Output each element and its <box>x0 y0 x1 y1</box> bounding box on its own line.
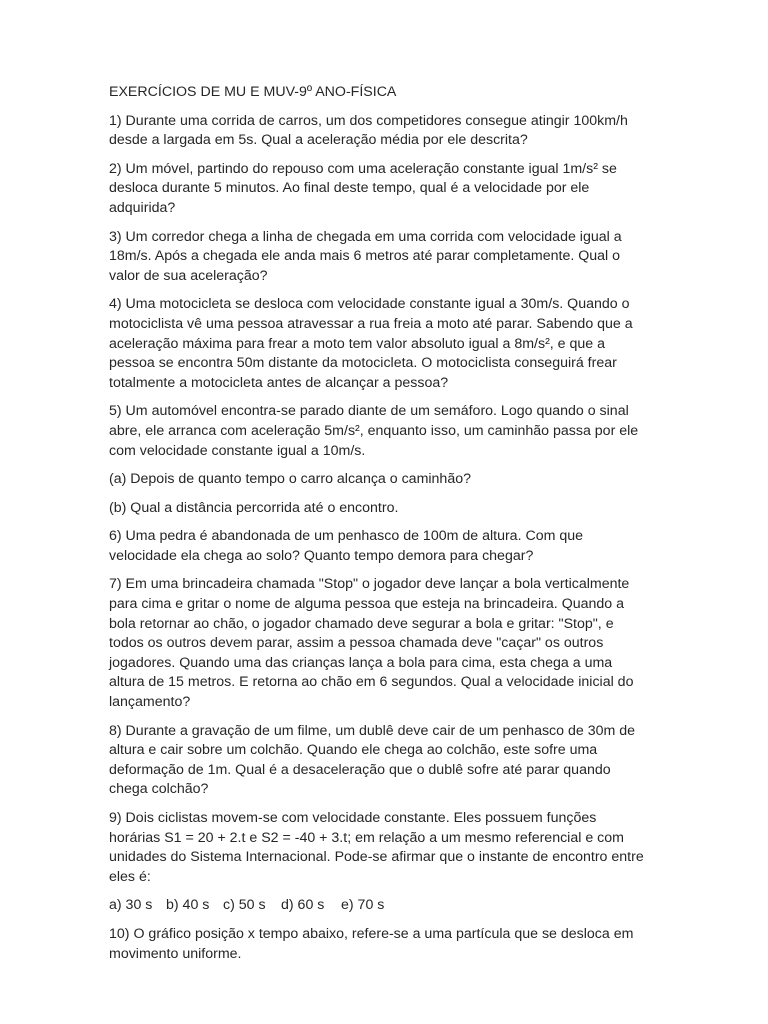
option-c: c) 50 s <box>223 897 266 914</box>
option-d: d) 60 s <box>281 897 325 914</box>
question-8: 8) Durante a gravação de um filme, um dublê deve cair de um penhasco de 30m de altura e cair sobre um colchão. Quando ele chega ao colchão, este sofre uma deformação de 1m. Qual é a desaceleração que o dublê sofre até parar quando chega colchão? <box>109 722 636 798</box>
question-5a: (a) Depois de quanto tempo o carro alcança o caminhão? <box>109 471 471 488</box>
question-5b: (b) Qual a distância percorrida até o encontro. <box>109 499 399 516</box>
question-2: 2) Um móvel, partindo do repouso com uma aceleração constante igual 1m/s² se desloca durante 5 minutos. Ao final deste tempo, qual é a velocidade por ele adquirida? <box>109 160 617 216</box>
question-6: 6) Uma pedra é abandonada de um penhasco de 100m de altura. Com que velocidade ela chega ao solo? Quanto tempo demora para chegar? <box>109 528 584 564</box>
answer-options <box>109 896 649 916</box>
option-a: a) 30 s <box>109 897 153 914</box>
document-page <box>109 83 649 973</box>
option-b: b) 40 s <box>166 897 210 914</box>
question-4: 4) Uma motocicleta se desloca com velocidade constante igual a 30m/s. Quando o motociclista vê uma pessoa atravessar a rua freia a moto até parar. Sabendo que a aceleração máxima para frear a moto tem valor absoluto igual a 8m/s², e que a pessoa se encontra 50m distante da motocicleta. O motociclista conseguirá frear totalmente a motocicleta antes de alcançar a pessoa? <box>109 296 633 391</box>
question-3: 3) Um corredor chega a linha de chegada em uma corrida com velocidade igual a 18m/s. Após a chegada ele anda mais 6 metros até parar completamente. Qual o valor de sua aceleração? <box>109 228 622 284</box>
document-title: EXERCÍCIOS DE MU E MUV-9º ANO-FÍSICA <box>109 84 397 100</box>
question-9: 9) Dois ciclistas movem-se com velocidade constante. Eles possuem funções horárias S1 = 20 + 2.t e S2 = -40 + 3.t; em relação a um mesmo referencial e com unidades do Sistema Internacional. Pode-se afirmar que o instante de encontro entre eles é: <box>109 810 644 885</box>
question-10: 10) O gráfico posição x tempo abaixo, refere-se a uma partícula que se desloca em movimento uniforme. <box>109 925 634 962</box>
question-5: 5) Um automóvel encontra-se parado diante de um semáforo. Logo quando o sinal abre, ele arranca com aceleração 5m/s², enquanto isso, um caminhão passa por ele com velocidade constante igual a 10m/s. <box>109 403 639 459</box>
option-e: e) 70 s <box>341 897 385 914</box>
question-7: 7) Em uma brincadeira chamada "Stop" o jogador deve lançar a bola verticalmente para cima e gritar o nome de alguma pessoa que esteja na brincadeira. Quando a bola retornar ao chão, o jogador chamado deve segurar a bola e gritar: "Stop", e todos os outros devem parar, assim a pessoa chamada deve "caçar" os outros jogadores. Quando uma das crianças lança a bola para cima, esta chega a uma altura de 15 metros. E retorna ao chão em 6 segundos. Qual a velocidade inicial do lançamento? <box>109 576 634 711</box>
question-1: 1) Durante uma corrida de carros, um dos competidores consegue atingir 100km/h desde a largada em 5s. Qual a aceleração média por ele descrita? <box>109 112 628 149</box>
